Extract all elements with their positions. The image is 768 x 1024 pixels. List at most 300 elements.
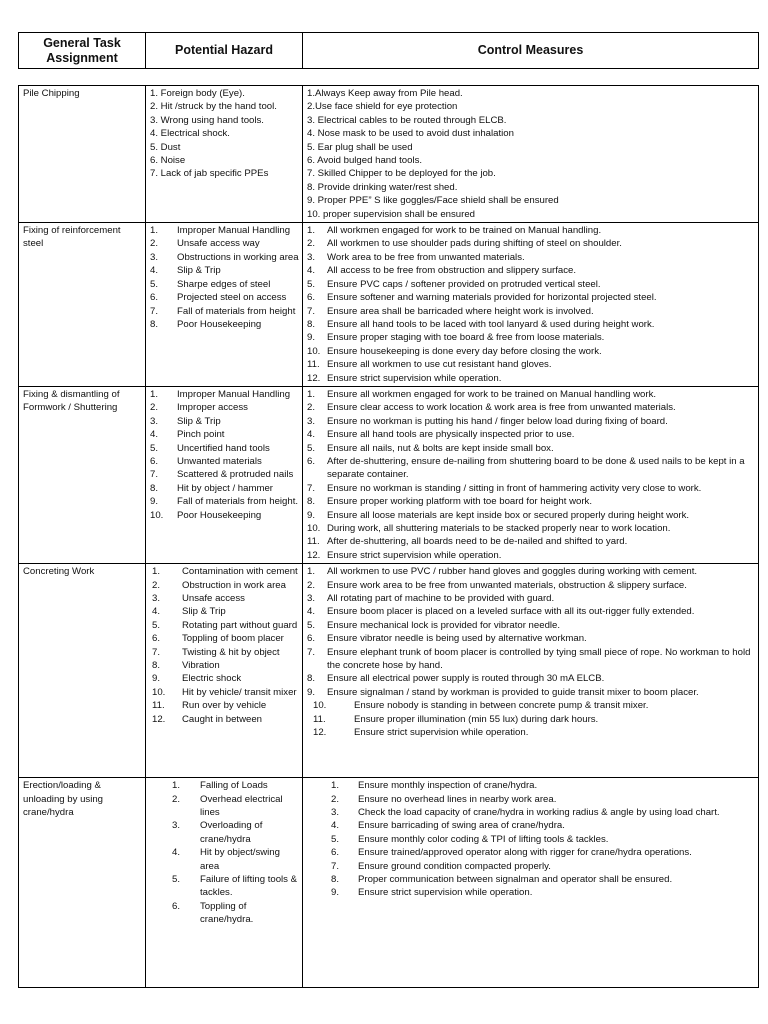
item-number: 7. bbox=[307, 482, 316, 494]
list-item bbox=[307, 482, 755, 495]
item-text: Improper access bbox=[177, 402, 248, 414]
list-item bbox=[307, 181, 755, 194]
list-item bbox=[307, 428, 755, 441]
item-number: 4. bbox=[172, 847, 181, 859]
item-text: All workmen to use shoulder pads during shifting of steel on shoulder. bbox=[327, 238, 622, 250]
item-number: 8. bbox=[150, 482, 159, 494]
list-item bbox=[150, 237, 299, 250]
hazard-list bbox=[150, 779, 299, 926]
item-number: 12. bbox=[307, 372, 321, 384]
item-text: Slip & Trip bbox=[177, 415, 221, 427]
item-text: Ensure vibrator needle is being used by alternative workman. bbox=[327, 633, 587, 645]
item-text: Ensure PVC caps / softener provided on protruded vertical steel. bbox=[327, 278, 601, 290]
list-item bbox=[307, 592, 755, 605]
list-item bbox=[150, 415, 299, 428]
list-item bbox=[307, 605, 755, 618]
item-number: 5. bbox=[150, 278, 159, 290]
item-text: Toppling of boom placer bbox=[182, 633, 284, 645]
hazard-list bbox=[150, 87, 299, 181]
item-text: Toppling of crane/hydra. bbox=[200, 900, 254, 926]
list-item bbox=[307, 495, 755, 508]
hazard-table bbox=[18, 85, 759, 988]
item-text: 4. Nose mask to be used to avoid dust inhalation bbox=[307, 128, 514, 140]
item-text: Ensure no overhead lines in nearby work area. bbox=[358, 793, 557, 805]
table-row bbox=[19, 564, 759, 778]
table-row bbox=[19, 223, 759, 387]
list-item bbox=[307, 886, 755, 899]
item-text: Ensure monthly color coding & TPI of lifting tools & tackles. bbox=[358, 833, 609, 845]
item-number: 12. bbox=[313, 727, 327, 739]
item-number: 1. bbox=[150, 388, 159, 400]
item-number: 4. bbox=[307, 265, 316, 277]
item-text: Ensure proper illumination (min 55 lux) during dark hours. bbox=[354, 713, 599, 725]
item-text: Unwanted materials bbox=[177, 455, 262, 467]
list-item bbox=[307, 388, 755, 401]
list-item bbox=[150, 672, 299, 685]
item-text: 6. Avoid bulged hand tools. bbox=[307, 155, 423, 167]
control-list bbox=[307, 388, 755, 562]
item-text: Ensure all nails, nut & bolts are kept inside small box. bbox=[327, 442, 554, 454]
item-number: 11. bbox=[313, 713, 326, 725]
list-item bbox=[150, 141, 299, 154]
item-number: 3. bbox=[150, 415, 159, 427]
item-text: Rotating part without guard bbox=[182, 619, 298, 631]
list-item bbox=[307, 401, 755, 414]
control-cell bbox=[303, 386, 759, 563]
item-text: 2.Use face shield for eye protection bbox=[307, 101, 458, 113]
item-text: Slip & Trip bbox=[182, 606, 226, 618]
item-number: 3. bbox=[331, 807, 340, 819]
item-number: 5. bbox=[152, 619, 161, 631]
list-item bbox=[150, 167, 299, 180]
task-label: Fixing & dismantling of Formwork / Shuttering bbox=[23, 388, 120, 414]
list-item bbox=[150, 154, 299, 167]
list-item bbox=[307, 358, 755, 371]
list-item bbox=[307, 278, 755, 291]
item-text: 10. proper supervision shall be ensured bbox=[307, 208, 475, 220]
control-list-continued bbox=[313, 699, 755, 739]
item-text: Twisting & hit by object bbox=[182, 646, 280, 658]
item-number: 9. bbox=[307, 332, 316, 344]
hazard-cell bbox=[146, 564, 303, 778]
item-number: 2. bbox=[331, 793, 340, 805]
list-item bbox=[307, 127, 755, 140]
list-item bbox=[150, 278, 299, 291]
task-label: Erection/loading & unloading by using crane/hydra bbox=[23, 780, 104, 819]
item-text: Projected steel on access bbox=[177, 292, 287, 304]
item-number: 6. bbox=[152, 633, 161, 645]
item-number: 6. bbox=[307, 633, 316, 645]
item-text: Ensure strict supervision while operation. bbox=[327, 372, 502, 384]
list-item bbox=[307, 646, 755, 673]
item-number: 2. bbox=[152, 579, 161, 591]
item-text: All access to be free from obstruction and slippery surface. bbox=[327, 265, 577, 277]
item-text: Ensure work area to be free from unwanted materials, obstruction & slippery surface. bbox=[327, 579, 687, 591]
hazard-list bbox=[150, 224, 299, 331]
list-item bbox=[307, 167, 755, 180]
item-number: 5. bbox=[307, 619, 316, 631]
item-number: 6. bbox=[307, 455, 316, 467]
list-item bbox=[150, 455, 299, 468]
item-text: All workmen to use PVC / rubber hand gloves and goggles during working with cement. bbox=[327, 566, 698, 578]
item-number: 8. bbox=[307, 673, 316, 685]
item-number: 8. bbox=[150, 318, 159, 330]
list-item bbox=[150, 482, 299, 495]
item-text: 5. Dust bbox=[150, 141, 181, 153]
list-item bbox=[307, 846, 755, 859]
item-text: Vibration bbox=[182, 660, 220, 672]
list-item bbox=[150, 686, 299, 699]
control-list bbox=[307, 87, 755, 221]
item-text: Ensure trained/approved operator along with rigger for crane/hydra operations. bbox=[358, 847, 692, 859]
list-item bbox=[150, 619, 299, 632]
item-text: 6. Noise bbox=[150, 155, 186, 167]
item-number: 8. bbox=[152, 660, 161, 672]
item-number: 1. bbox=[307, 566, 316, 578]
list-item bbox=[150, 264, 299, 277]
list-item bbox=[150, 793, 299, 820]
item-number: 8. bbox=[331, 874, 340, 886]
item-text: Proper communication between signalman and operator shall be ensured. bbox=[358, 874, 673, 886]
item-text: Hit by vehicle/ transit mixer bbox=[182, 686, 297, 698]
item-number: 7. bbox=[307, 646, 316, 658]
item-number: 7. bbox=[150, 305, 159, 317]
table-row bbox=[19, 86, 759, 223]
item-number: 9. bbox=[150, 496, 159, 508]
item-number: 3. bbox=[172, 820, 181, 832]
list-item bbox=[307, 793, 755, 806]
list-item bbox=[150, 428, 299, 441]
item-text: Ensure area shall be barricaded where height work is involved. bbox=[327, 305, 594, 317]
task-label: Concreting Work bbox=[23, 566, 95, 578]
item-text: Uncertified hand tools bbox=[177, 442, 270, 454]
item-text: Obstruction in work area bbox=[182, 579, 286, 591]
list-item bbox=[307, 873, 755, 886]
list-item bbox=[307, 318, 755, 331]
item-text: Ensure barricading of swing area of crane/hydra. bbox=[358, 820, 565, 832]
list-item bbox=[150, 495, 299, 508]
list-item bbox=[307, 860, 755, 873]
item-number: 1. bbox=[150, 225, 159, 237]
header-control-measures: Control Measures bbox=[303, 33, 759, 69]
item-number: 1. bbox=[307, 388, 316, 400]
item-number: 7. bbox=[331, 860, 340, 872]
item-text: Improper Manual Handling bbox=[177, 225, 291, 237]
item-text: Fall of materials from height. bbox=[177, 496, 299, 508]
list-item bbox=[150, 779, 299, 792]
item-number: 1. bbox=[152, 566, 161, 578]
list-item bbox=[307, 251, 755, 264]
item-text: Improper Manual Handling bbox=[177, 388, 291, 400]
item-text: Ensure proper working platform with toe board for height work. bbox=[327, 496, 593, 508]
list-item bbox=[307, 455, 755, 482]
list-item bbox=[307, 806, 755, 819]
item-text: Ensure no workman is putting his hand / finger below load during fixing of board. bbox=[327, 415, 668, 427]
item-text: Ensure no workman is standing / sitting in front of hammering activity very close to work. bbox=[327, 482, 702, 494]
task-cell bbox=[19, 564, 146, 778]
task-cell bbox=[19, 86, 146, 223]
item-number: 9. bbox=[307, 686, 316, 698]
item-text: Ensure strict supervision while operation. bbox=[358, 887, 533, 899]
list-item bbox=[150, 632, 299, 645]
item-text: After de-shuttering, ensure de-nailing from shuttering board to be done & used nails to be kept in a separate container. bbox=[327, 455, 745, 481]
control-list bbox=[307, 565, 755, 699]
task-cell bbox=[19, 386, 146, 563]
item-number: 9. bbox=[331, 887, 340, 899]
item-text: 7. Skilled Chipper to be deployed for the job. bbox=[307, 168, 496, 180]
list-item bbox=[307, 415, 755, 428]
item-number: 4. bbox=[152, 606, 161, 618]
list-item bbox=[307, 549, 755, 562]
item-text: Falling of Loads bbox=[200, 780, 268, 792]
list-item bbox=[150, 251, 299, 264]
item-number: 11. bbox=[307, 536, 320, 548]
item-text: 5. Ear plug shall be used bbox=[307, 141, 413, 153]
item-text: Ensure all electrical power supply is routed through 30 mA ELCB. bbox=[327, 673, 605, 685]
item-number: 5. bbox=[172, 874, 181, 886]
list-item bbox=[150, 100, 299, 113]
item-text: Ensure signalman / stand by workman is provided to guide transit mixer to boom placer. bbox=[327, 686, 699, 698]
list-item bbox=[150, 605, 299, 618]
item-text: 4. Electrical shock. bbox=[150, 128, 230, 140]
list-item bbox=[307, 509, 755, 522]
item-text: All rotating part of machine to be provided with guard. bbox=[327, 593, 555, 605]
item-number: 3. bbox=[150, 251, 159, 263]
list-item bbox=[150, 318, 299, 331]
item-number: 2. bbox=[307, 579, 316, 591]
item-text: Hit by object/swing area bbox=[200, 847, 280, 872]
item-text: Pinch point bbox=[177, 429, 225, 441]
item-text: Run over by vehicle bbox=[182, 700, 267, 712]
task-cell bbox=[19, 778, 146, 988]
list-item bbox=[150, 114, 299, 127]
list-item bbox=[150, 659, 299, 672]
item-number: 9. bbox=[307, 509, 316, 521]
item-text: Overhead electrical lines bbox=[200, 793, 283, 819]
item-text: During work, all shuttering materials to be stacked properly near to work location. bbox=[327, 523, 671, 534]
list-item bbox=[307, 442, 755, 455]
list-item bbox=[150, 713, 299, 726]
list-item bbox=[307, 331, 755, 344]
list-item bbox=[307, 154, 755, 167]
list-item bbox=[150, 565, 299, 578]
list-item bbox=[307, 224, 755, 237]
list-item bbox=[150, 646, 299, 659]
item-number: 6. bbox=[307, 292, 316, 304]
item-text: Unsafe access bbox=[182, 593, 245, 605]
item-text: Check the load capacity of crane/hydra in working radius & angle by using load chart. bbox=[358, 807, 720, 819]
list-item bbox=[307, 237, 755, 250]
control-cell bbox=[303, 223, 759, 387]
item-number: 2. bbox=[307, 402, 316, 414]
item-text: Overloading of crane/hydra bbox=[200, 820, 263, 845]
header-potential-hazard: Potential Hazard bbox=[146, 33, 303, 69]
item-text: Work area to be free from unwanted materials. bbox=[327, 251, 525, 263]
item-text: 7. Lack of jab specific PPEs bbox=[150, 168, 269, 180]
item-text: Sharpe edges of steel bbox=[177, 278, 271, 290]
list-item bbox=[307, 535, 755, 548]
header-table bbox=[18, 32, 759, 69]
item-text: 9. Proper PPE” S like goggles/Face shield shall be ensured bbox=[307, 195, 559, 207]
hazard-list bbox=[150, 565, 299, 726]
item-text: Ensure proper staging with toe board & free from loose materials. bbox=[327, 332, 605, 344]
item-number: 10. bbox=[307, 523, 321, 534]
list-item bbox=[150, 224, 299, 237]
list-item bbox=[307, 522, 755, 535]
item-number: 6. bbox=[172, 900, 181, 912]
item-number: 8. bbox=[307, 318, 316, 330]
list-item bbox=[307, 87, 755, 100]
hazard-cell bbox=[146, 778, 303, 988]
list-item bbox=[307, 779, 755, 792]
list-item bbox=[150, 388, 299, 401]
header-general-task: General Task Assignment bbox=[19, 33, 146, 69]
list-item bbox=[307, 194, 755, 207]
item-number: 5. bbox=[307, 278, 316, 290]
list-item bbox=[313, 699, 755, 712]
list-item bbox=[307, 372, 755, 385]
item-number: 1. bbox=[307, 225, 316, 237]
list-item bbox=[150, 900, 299, 927]
list-item bbox=[150, 846, 299, 873]
item-number: 9. bbox=[152, 673, 161, 685]
item-text: Contamination with cement bbox=[182, 566, 298, 578]
item-number: 6. bbox=[150, 455, 159, 467]
item-number: 7. bbox=[152, 646, 161, 658]
table-row bbox=[19, 778, 759, 988]
item-text: All workmen engaged for work to be trained on Manual handling. bbox=[327, 225, 602, 237]
hazard-cell bbox=[146, 223, 303, 387]
item-number: 4. bbox=[331, 820, 340, 832]
item-text: 3. Electrical cables to be routed through ELCB. bbox=[307, 114, 507, 126]
item-text: Caught in between bbox=[182, 713, 263, 725]
item-text: Ensure housekeeping is done every day before closing the work. bbox=[327, 345, 602, 357]
task-label: Pile Chipping bbox=[23, 88, 80, 99]
control-list bbox=[307, 224, 755, 385]
item-text: Ensure nobody is standing in between concrete pump & transit mixer. bbox=[354, 700, 649, 712]
item-text: Poor Housekeeping bbox=[177, 318, 262, 330]
item-number: 11. bbox=[152, 700, 165, 712]
item-number: 10. bbox=[307, 345, 321, 357]
item-text: Ensure monthly inspection of crane/hydra. bbox=[358, 780, 538, 792]
item-number: 8. bbox=[307, 496, 316, 508]
item-number: 10. bbox=[150, 509, 164, 521]
task-cell bbox=[19, 223, 146, 387]
item-number: 7. bbox=[150, 469, 159, 481]
item-text: Failure of lifting tools & tackles. bbox=[200, 874, 298, 899]
item-text: After de-shuttering, all boards need to be de-nailed and shifted to yard. bbox=[327, 536, 628, 548]
hazard-cell bbox=[146, 86, 303, 223]
table-row bbox=[19, 386, 759, 563]
item-number: 4. bbox=[150, 429, 159, 441]
list-item bbox=[307, 686, 755, 699]
task-label: Fixing of reinforcement steel bbox=[23, 225, 121, 250]
list-item bbox=[307, 208, 755, 221]
item-number: 4. bbox=[307, 429, 316, 441]
list-item bbox=[307, 100, 755, 113]
list-item bbox=[307, 565, 755, 578]
list-item bbox=[307, 619, 755, 632]
list-item bbox=[150, 87, 299, 100]
list-item bbox=[307, 819, 755, 832]
list-item bbox=[150, 592, 299, 605]
list-item bbox=[307, 632, 755, 645]
list-item bbox=[150, 579, 299, 592]
item-text: Ensure softener and warning materials provided for horizontal projected steel. bbox=[327, 292, 657, 304]
item-text: Poor Housekeeping bbox=[177, 509, 262, 521]
item-text: Fall of materials from height bbox=[177, 305, 296, 317]
item-text: Hit by object / hammer bbox=[177, 482, 273, 494]
list-item bbox=[150, 699, 299, 712]
list-item bbox=[307, 114, 755, 127]
item-text: Ensure all hand tools to be laced with tool lanyard & used during height work. bbox=[327, 318, 655, 330]
item-number: 10. bbox=[152, 686, 166, 698]
list-item bbox=[150, 291, 299, 304]
item-number: 3. bbox=[307, 593, 316, 605]
item-text: Ensure strict supervision while operation. bbox=[354, 727, 529, 739]
item-number: 12. bbox=[307, 549, 321, 561]
control-cell bbox=[303, 86, 759, 223]
item-number: 5. bbox=[307, 442, 316, 454]
hazard-cell bbox=[146, 386, 303, 563]
list-item bbox=[150, 127, 299, 140]
item-text: Ensure all loose materials are kept inside box or secured properly during height work. bbox=[327, 509, 690, 521]
item-text: Obstructions in working area bbox=[177, 251, 299, 263]
item-number: 3. bbox=[307, 251, 316, 263]
item-text: Ensure mechanical lock is provided for vibrator needle. bbox=[327, 619, 561, 631]
list-item bbox=[307, 264, 755, 277]
list-item bbox=[307, 345, 755, 358]
control-list bbox=[307, 779, 755, 900]
control-cell bbox=[303, 778, 759, 988]
item-number: 3. bbox=[307, 415, 316, 427]
item-text: 3. Wrong using hand tools. bbox=[150, 114, 264, 126]
list-item bbox=[150, 819, 299, 846]
list-item bbox=[307, 579, 755, 592]
list-item bbox=[307, 305, 755, 318]
list-item bbox=[313, 713, 755, 726]
item-number: 3. bbox=[152, 593, 161, 605]
item-text: 1. Foreign body (Eye). bbox=[150, 88, 245, 99]
item-number: 5. bbox=[331, 833, 340, 845]
item-text: Slip & Trip bbox=[177, 265, 221, 277]
item-text: Ensure all hand tools are physically inspected prior to use. bbox=[327, 429, 575, 441]
list-item bbox=[150, 873, 299, 900]
list-item bbox=[307, 141, 755, 154]
item-text: Ensure all workmen engaged for work to be trained on Manual handling work. bbox=[327, 388, 657, 400]
hazard-list bbox=[150, 388, 299, 522]
list-item bbox=[307, 833, 755, 846]
item-text: Electric shock bbox=[182, 673, 242, 685]
list-item bbox=[313, 726, 755, 739]
item-text: Ensure strict supervision while operation. bbox=[327, 549, 502, 561]
list-item bbox=[150, 468, 299, 481]
item-number: 5. bbox=[150, 442, 159, 454]
list-item bbox=[150, 442, 299, 455]
item-number: 12. bbox=[152, 713, 166, 725]
item-text: Ensure clear access to work location & work area is free from unwanted materials. bbox=[327, 402, 676, 414]
item-text: Ensure ground condition compacted properly. bbox=[358, 860, 551, 872]
item-number: 2. bbox=[307, 238, 316, 250]
item-number: 7. bbox=[307, 305, 316, 317]
item-text: Scattered & protruded nails bbox=[177, 469, 294, 481]
item-text: 2. Hit /struck by the hand tool. bbox=[150, 101, 277, 113]
item-text: 1.Always Keep away from Pile head. bbox=[307, 88, 463, 99]
list-item bbox=[307, 291, 755, 304]
item-number: 11. bbox=[307, 359, 320, 371]
item-text: Ensure elephant trunk of boom placer is controlled by tying small piece of rope. No workman to hold the concrete hose by hand. bbox=[327, 646, 751, 672]
item-text: 8. Provide drinking water/rest shed. bbox=[307, 181, 458, 193]
